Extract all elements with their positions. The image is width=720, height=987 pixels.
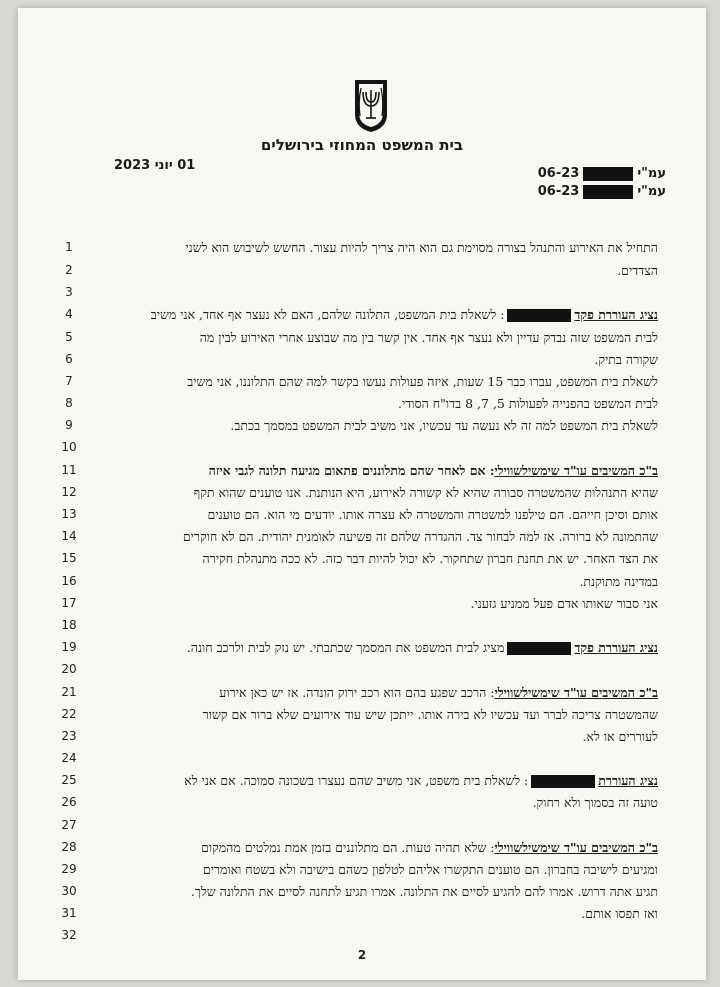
transcript-line: תגיע אתה דרוש. אמרו להם להגיע לסיים את התלונה. אמרו תגיע לתחנה לסיים את התלונה שלך. <box>190 884 658 899</box>
transcript-line <box>98 307 658 323</box>
line-number: 29 <box>61 862 77 876</box>
statement-text: : אם לאחר שהם מתלוננים פתאום מגיעה תלונה לגבי איזה <box>208 463 495 478</box>
line-number: 21 <box>61 685 77 699</box>
hearing-date: 01 יוני 2023 <box>114 158 196 173</box>
transcript-line: לבית המשפט שזה נבדק עדיין ולא נעצר אף אחד. אין קשר בין מה שבוצע אחרי האירוע לבין מה <box>199 330 658 345</box>
line-number: 6 <box>65 352 73 366</box>
transcript-line: לשאלת בית המשפט למה זה לא נעשה עד עכשיו, אני משיב לבית המשפט במסמך בכתב. <box>230 418 658 433</box>
transcript-line: את הצד האחר. יש את תחנת חברון שתחקור. לא יכול להיות דבר כזה. לא ככה מתנהלת חקירה <box>202 551 658 566</box>
line-number: 4 <box>65 307 73 321</box>
speaker-label: נציג העוררת פקד <box>574 307 658 322</box>
transcript-line: טועה זה בסמוך ולא רחוק. <box>532 795 658 810</box>
speaker-label: נציג העוררת פקד <box>574 640 658 655</box>
line-number: 10 <box>61 440 77 454</box>
statement-text: : לשאלת בית משפט, אני משיב שהם נעצרו בשכונה סמוכה. אם אני לא <box>184 773 529 788</box>
line-number: 8 <box>65 396 73 410</box>
line-number: 14 <box>61 529 77 543</box>
transcript-line <box>98 840 658 856</box>
transcript-line <box>98 463 658 479</box>
statement-text: : לשאלת בית המשפט, התלונה שלהם, האם לא נעצר אף אחד, אני משיב <box>150 307 505 322</box>
case-prefix: עמ"י <box>637 166 666 181</box>
speaker-label: ב"כ המשיבים עו"ד שימשילשווילי <box>494 685 658 700</box>
line-number: 5 <box>65 330 73 344</box>
redaction-bar <box>583 167 633 181</box>
line-number: 11 <box>61 463 77 477</box>
line-number: 1 <box>65 240 73 254</box>
line-number: 12 <box>61 485 77 499</box>
transcript-line: שהמשטרה צריכה לברר ועד עכשיו לא בירה אותו. ייתכן שיש עוד אירועים שלא ברור אם קשור <box>202 707 658 722</box>
transcript-line: הצדדים. <box>617 263 658 278</box>
transcript-line: לשאלת בית המשפט, עברו כבר 15 שעות, איזה פעולות נעשו בקשר למה שהם התלוננו, אני משיב <box>187 374 658 389</box>
transcript-line: שהיא התנהלות שהמשטרה סבורה שהיא לא קשורה לאירוע, היא הנותנת. אנו טוענים שהוא תקף <box>193 485 658 500</box>
court-name: בית המשפט המחוזי בירושלים <box>260 136 464 154</box>
line-number: 27 <box>61 818 77 832</box>
transcript-line: שהתמונה לא ברורה. אז למה לבחור צד. ההגדרה שלהם זה פשיעה לאומנית יהודית. הם לא חוקרים <box>182 529 658 544</box>
line-number: 16 <box>61 574 77 588</box>
line-number: 18 <box>61 618 77 632</box>
transcript-line <box>98 685 658 701</box>
transcript-line <box>98 640 658 656</box>
case-suffix: 06-23 <box>537 166 580 181</box>
line-number: 3 <box>65 285 73 299</box>
statement-text: : הרכב שפגע בהם הוא רכב ירוק הונדה. אז יש כאן אירוע <box>219 685 495 700</box>
transcript-line: אותם וסיכן חייהם. הם טילפנו למשטרה והמשטרה לא עצרה אותו. יודעים מי הוא. הם טוענים <box>207 507 658 522</box>
line-number: 7 <box>65 374 73 388</box>
transcript-line: ואז תפסו אותם. <box>581 906 658 921</box>
speaker-label: ב"כ המשיבים עו"ד שימשילשווילי <box>494 840 658 855</box>
line-number: 28 <box>61 840 77 854</box>
line-number: 32 <box>61 928 77 942</box>
document-page <box>18 8 706 980</box>
redaction-bar <box>507 642 571 655</box>
case-number-2 <box>538 184 666 199</box>
line-number: 15 <box>61 551 77 565</box>
case-number-1 <box>538 166 666 181</box>
line-number: 20 <box>61 662 77 676</box>
line-number: 24 <box>61 751 77 765</box>
line-number: 22 <box>61 707 77 721</box>
transcript-line: אני סבור שאותו אדם פעל ממניע גזעני. <box>470 596 658 611</box>
line-number: 30 <box>61 884 77 898</box>
line-number: 26 <box>61 795 77 809</box>
transcript-line: שקורה בתיק. <box>594 352 658 367</box>
transcript-line <box>98 773 658 789</box>
case-suffix: 06-23 <box>537 184 580 199</box>
statement-text: : שלא תהיה טעות. הם מתלוננים בזמן אמת נמלטים מהמקום <box>201 840 495 855</box>
transcript-line: במדינה מתוקנת. <box>579 574 658 589</box>
line-number: 31 <box>61 906 77 920</box>
transcript-line: התחיל את האירוע והתנהל בצורה מסוימת גם הוא היה צריך להיות עצור. החשש לשיבוש הוא לשני <box>185 240 658 255</box>
statement-text: מציג לבית המשפט את המסמך שכתבתי. יש נזק לבית ולרכב חונה. <box>186 640 505 655</box>
line-number: 19 <box>61 640 77 654</box>
line-number: 13 <box>61 507 77 521</box>
line-number: 17 <box>61 596 77 610</box>
redaction-bar <box>507 309 571 322</box>
transcript-line: לעוררים או לא. <box>582 729 658 744</box>
redaction-bar <box>531 775 595 788</box>
line-number: 25 <box>61 773 77 787</box>
line-number: 9 <box>65 418 73 432</box>
speaker-label: ב"כ המשיבים עו"ד שימשילשווילי <box>494 463 658 478</box>
page-number: 2 <box>357 948 367 962</box>
redaction-bar <box>583 185 633 199</box>
speaker-label: נציג העוררת <box>598 773 658 788</box>
transcript-line: ומגיעים לישיבה בחברון. הם טוענים התקשרו אליהם לטלפון כשהם בישיבה ולא בשטח ואומרים <box>202 862 658 877</box>
case-prefix: עמ"י <box>637 184 666 199</box>
line-number: 23 <box>61 729 77 743</box>
state-emblem-icon <box>352 76 390 134</box>
line-number: 2 <box>65 263 73 277</box>
transcript-line: לבית המשפט בהפנייה לפעולות 5, 7, 8 בדו"ח הסודי. <box>398 396 658 411</box>
